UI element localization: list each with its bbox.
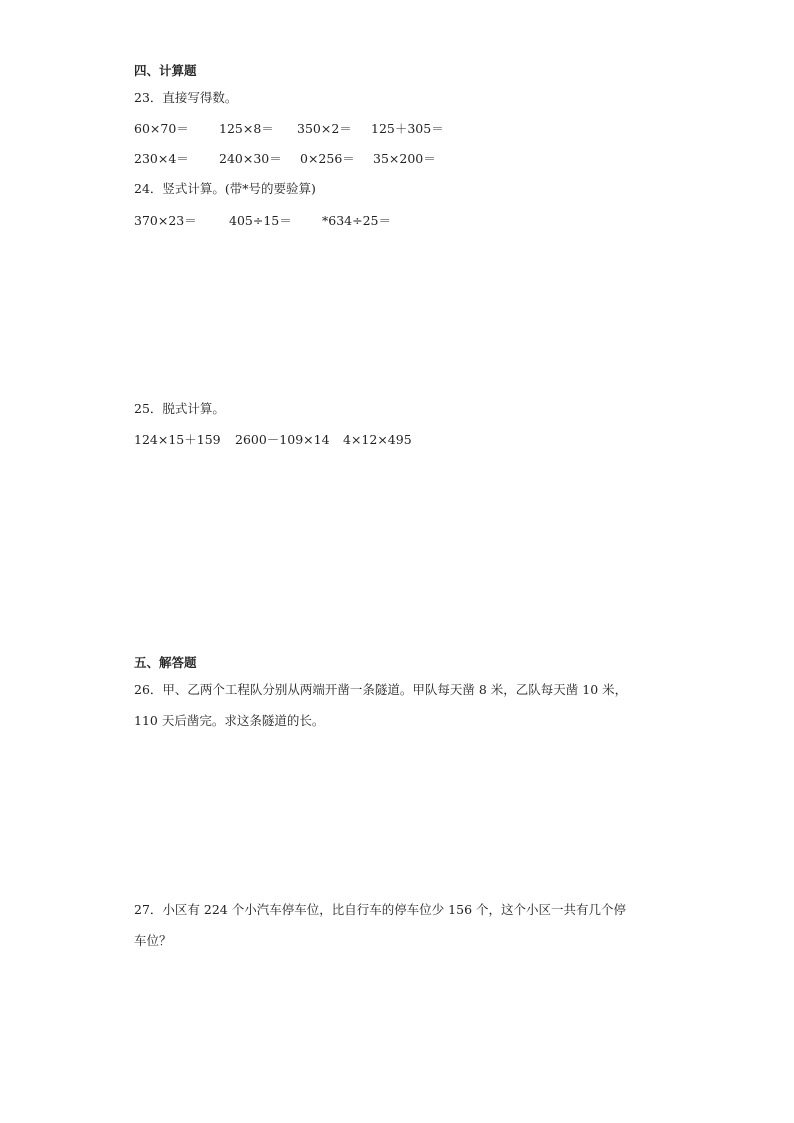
oral-item: 240×30＝ — [219, 151, 282, 166]
oral-item: 125＋305＝ — [371, 121, 444, 136]
oral-item: 125×8＝ — [219, 121, 274, 136]
section-heading-calculation: 四、计算题 — [134, 63, 197, 78]
oral-item: 60×70＝ — [134, 121, 189, 136]
oral-item: 230×4＝ — [134, 151, 189, 166]
vertical-calc-item: 405÷15＝ — [229, 213, 292, 228]
stepwise-calc-item: 124×15＋159 — [134, 432, 221, 447]
question-27-line-2: 车位？ — [134, 933, 172, 948]
question-26-line-2: 110 天后凿完。求这条隧道的长。 — [134, 713, 325, 728]
vertical-calc-item: 370×23＝ — [134, 213, 197, 228]
vertical-calc-item: *634÷25＝ — [322, 213, 391, 228]
question-25-prompt: 25．脱式计算。 — [134, 401, 225, 416]
oral-item: 0×256＝ — [300, 151, 355, 166]
stepwise-calc-item: 2600－109×14 — [235, 432, 330, 447]
section-heading-word-problems: 五、解答题 — [134, 655, 197, 670]
question-26-line-1: 26．甲、乙两个工程队分别从两端开凿一条隧道。甲队每天凿 8 米，乙队每天凿 10 米， — [134, 682, 628, 697]
stepwise-calc-item: 4×12×495 — [343, 432, 412, 447]
oral-item: 350×2＝ — [297, 121, 352, 136]
oral-item: 35×200＝ — [373, 151, 436, 166]
question-23-prompt: 23．直接写得数。 — [134, 90, 238, 105]
question-27-line-1: 27．小区有 224 个小汽车停车位，比自行车的停车位少 156 个，这个小区一共有几个停 — [134, 902, 627, 917]
question-24-prompt: 24．竖式计算。(带*号的要验算) — [134, 181, 316, 196]
